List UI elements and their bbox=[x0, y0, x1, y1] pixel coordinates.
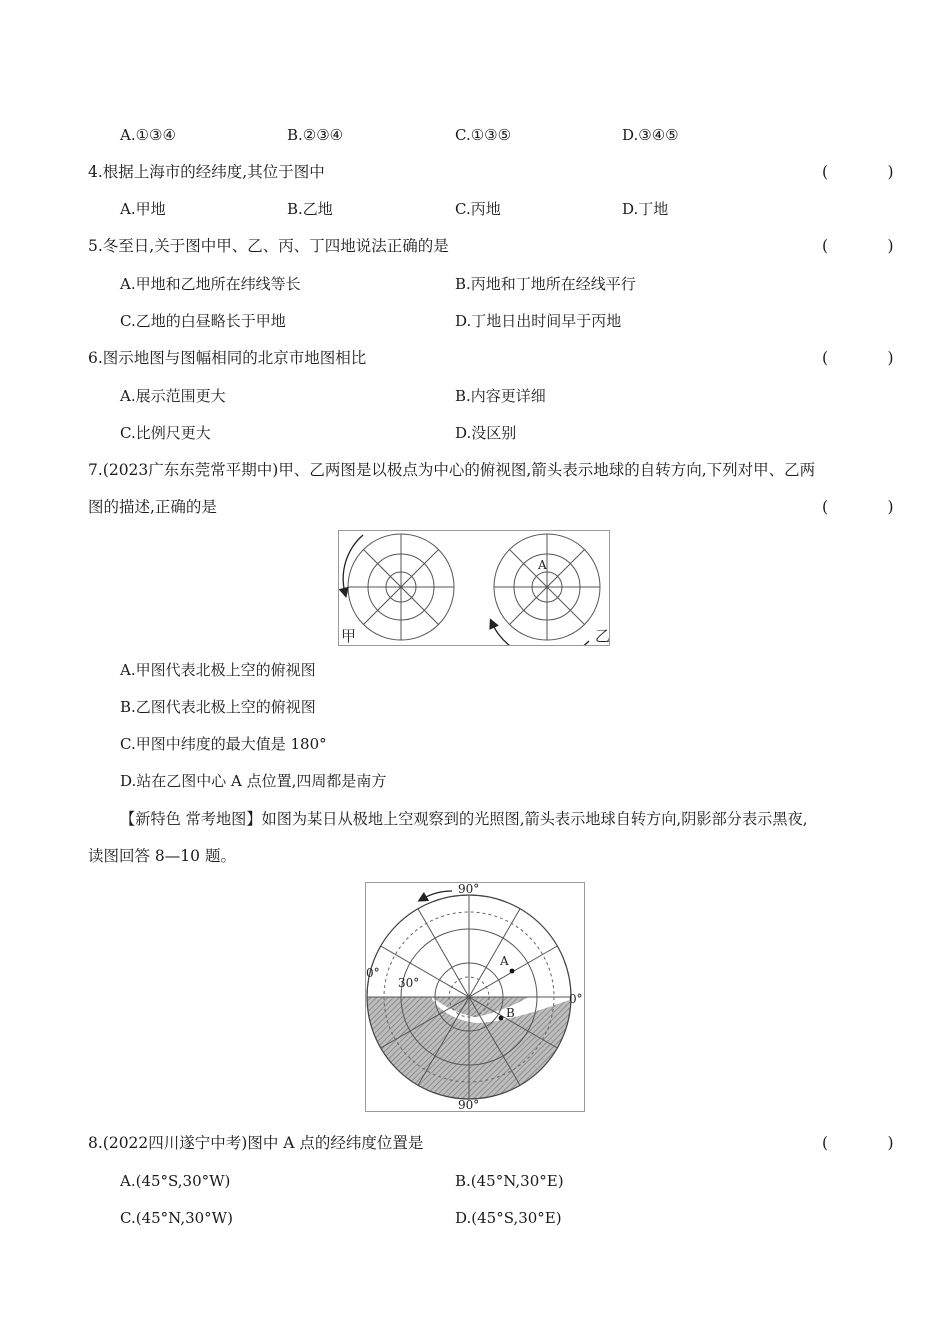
illumination-figure bbox=[365, 882, 585, 1112]
q5-answer-paren[interactable]: ( ) bbox=[822, 237, 916, 255]
q7-option-c[interactable]: C.甲图中纬度的最大值是 180° bbox=[120, 735, 327, 753]
q7-polar-diagram bbox=[339, 531, 609, 645]
label-bottom-90: 90° bbox=[458, 1098, 480, 1111]
q3-option-b[interactable]: B.②③④ bbox=[287, 126, 344, 144]
q8-answer-paren[interactable]: ( ) bbox=[822, 1134, 916, 1152]
label-right-0: 0° bbox=[569, 992, 583, 1006]
q4-option-c[interactable]: C.丙地 bbox=[455, 200, 501, 218]
q6-stem: 6.图示地图与图幅相同的北京市地图相比 bbox=[88, 349, 367, 367]
q3-option-d[interactable]: D.③④⑤ bbox=[622, 126, 679, 144]
q8-option-a[interactable]: A.(45°S,30°W) bbox=[120, 1172, 231, 1190]
disk-yi bbox=[494, 534, 600, 640]
q4-answer-paren[interactable]: ( ) bbox=[822, 163, 916, 181]
q8-option-d[interactable]: D.(45°S,30°E) bbox=[455, 1209, 562, 1227]
q5-option-d[interactable]: D.丁地日出时间早于丙地 bbox=[455, 312, 622, 330]
q7-stem-line1: 7.(2023广东东莞常平期中)甲、乙两图是以极点为中心的俯视图,箭头表示地球的自转方向,下列对甲、乙两 bbox=[88, 461, 816, 479]
rotation-arrow-yi-icon bbox=[492, 623, 589, 645]
q5-stem: 5.冬至日,关于图中甲、乙、丙、丁四地说法正确的是 bbox=[88, 237, 449, 255]
point-a-label: A bbox=[538, 558, 547, 572]
q5-option-b[interactable]: B.丙地和丁地所在经线平行 bbox=[455, 275, 636, 293]
q7-answer-paren[interactable]: ( ) bbox=[822, 498, 916, 516]
point-b-dot bbox=[499, 1016, 504, 1021]
q8-option-b[interactable]: B.(45°N,30°E) bbox=[455, 1172, 564, 1190]
q8-option-c[interactable]: C.(45°N,30°W) bbox=[120, 1209, 233, 1227]
q7-option-b[interactable]: B.乙图代表北极上空的俯视图 bbox=[120, 698, 316, 716]
q7-stem-line2: 图的描述,正确的是 bbox=[88, 498, 217, 516]
illumination-diagram bbox=[366, 883, 584, 1111]
q4-option-a[interactable]: A.甲地 bbox=[120, 200, 166, 218]
label-30: 30° bbox=[398, 976, 420, 990]
q8-stem: 8.(2022四川遂宁中考)图中 A 点的经纬度位置是 bbox=[88, 1134, 424, 1152]
q5-option-a[interactable]: A.甲地和乙地所在纬线等长 bbox=[120, 275, 301, 293]
label-top-90: 90° bbox=[458, 883, 480, 896]
q6-option-c[interactable]: C.比例尺更大 bbox=[120, 424, 211, 442]
label-yi: 乙 bbox=[595, 627, 609, 645]
disk-jia bbox=[348, 534, 454, 640]
q6-option-b[interactable]: B.内容更详细 bbox=[455, 387, 546, 405]
label-jia: 甲 bbox=[341, 627, 357, 645]
section-intro-line2: 读图回答 8—10 题。 bbox=[88, 847, 236, 865]
label-a: A bbox=[500, 954, 509, 968]
q6-answer-paren[interactable]: ( ) bbox=[822, 349, 916, 367]
label-b: B bbox=[506, 1006, 515, 1020]
label-left-0: 0° bbox=[366, 966, 380, 980]
q6-option-a[interactable]: A.展示范围更大 bbox=[120, 387, 226, 405]
point-a-dot bbox=[510, 969, 515, 974]
q4-option-d[interactable]: D.丁地 bbox=[622, 200, 669, 218]
q7-option-a[interactable]: A.甲图代表北极上空的俯视图 bbox=[120, 661, 316, 679]
q7-polar-figure bbox=[338, 530, 610, 646]
q6-option-d[interactable]: D.没区别 bbox=[455, 424, 517, 442]
q5-option-c[interactable]: C.乙地的白昼略长于甲地 bbox=[120, 312, 286, 330]
q3-option-c[interactable]: C.①③⑤ bbox=[455, 126, 512, 144]
q3-option-a[interactable]: A.①③④ bbox=[120, 126, 176, 144]
q7-option-d[interactable]: D.站在乙图中心 A 点位置,四周都是南方 bbox=[120, 772, 387, 790]
section-intro-line1: 【新特色 常考地图】如图为某日从极地上空观察到的光照图,箭头表示地球自转方向,阴影部分表示黑夜, bbox=[120, 810, 808, 828]
q4-stem: 4.根据上海市的经纬度,其位于图中 bbox=[88, 163, 325, 181]
q4-option-b[interactable]: B.乙地 bbox=[287, 200, 333, 218]
